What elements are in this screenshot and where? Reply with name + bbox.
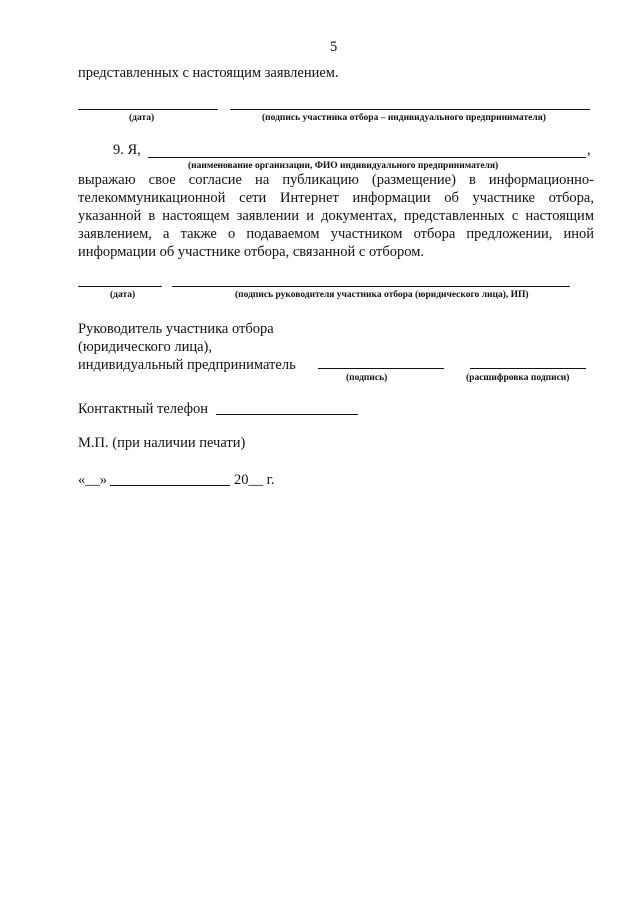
date-month-line[interactable] — [110, 485, 230, 486]
signature-label-1: (подпись участника отбора – индивидуального предпринимателя) — [262, 113, 546, 123]
date-year: 20__ г. — [234, 472, 275, 488]
head-line-1: Руководитель участника отбора — [78, 321, 274, 337]
consent-paragraph: выражаю свое согласие на публикацию (размещение) в информационно-телекоммуникационной сети Интернет информации об участнике отбора, указанной в настоящем заявлении и документах, представленных с настоящим заявлением, а также о подаваемом участником отбора предложении, иной информации об участнике отбора, связанной с отбором. — [78, 172, 594, 260]
phone-line[interactable] — [216, 414, 358, 415]
signature-label-2: (подпись руководителя участника отбора (юридического лица), ИП) — [235, 290, 529, 300]
signature-line-1[interactable] — [230, 109, 590, 110]
item9-suffix: , — [587, 142, 591, 158]
date-day: «__» — [78, 472, 107, 488]
date-line-1[interactable] — [78, 109, 218, 110]
head-line-2: (юридического лица), — [78, 339, 212, 355]
phone-label: Контактный телефон — [78, 401, 209, 417]
date-label-2: (дата) — [110, 290, 136, 300]
date-label-1: (дата) — [129, 113, 155, 123]
top-text: представленных с настоящим заявлением. — [78, 65, 339, 81]
head-signature-label: (подпись) — [346, 373, 388, 383]
head-line-3: индивидуальный предприниматель — [78, 357, 296, 373]
signature-line-2[interactable] — [172, 286, 570, 287]
organization-name-label: (наименование организации, ФИО индивидуального предпринимателя) — [188, 161, 499, 171]
head-signature-line[interactable] — [318, 368, 444, 369]
page-number: 5 — [330, 39, 338, 55]
stamp-label: М.П. (при наличии печати) — [78, 435, 246, 451]
date-line-2[interactable] — [78, 286, 162, 287]
head-decode-line[interactable] — [470, 368, 586, 369]
head-decode-label: (расшифровка подписи) — [466, 373, 570, 383]
organization-name-line[interactable] — [148, 157, 586, 158]
item9-prefix: 9. Я, — [113, 142, 141, 158]
